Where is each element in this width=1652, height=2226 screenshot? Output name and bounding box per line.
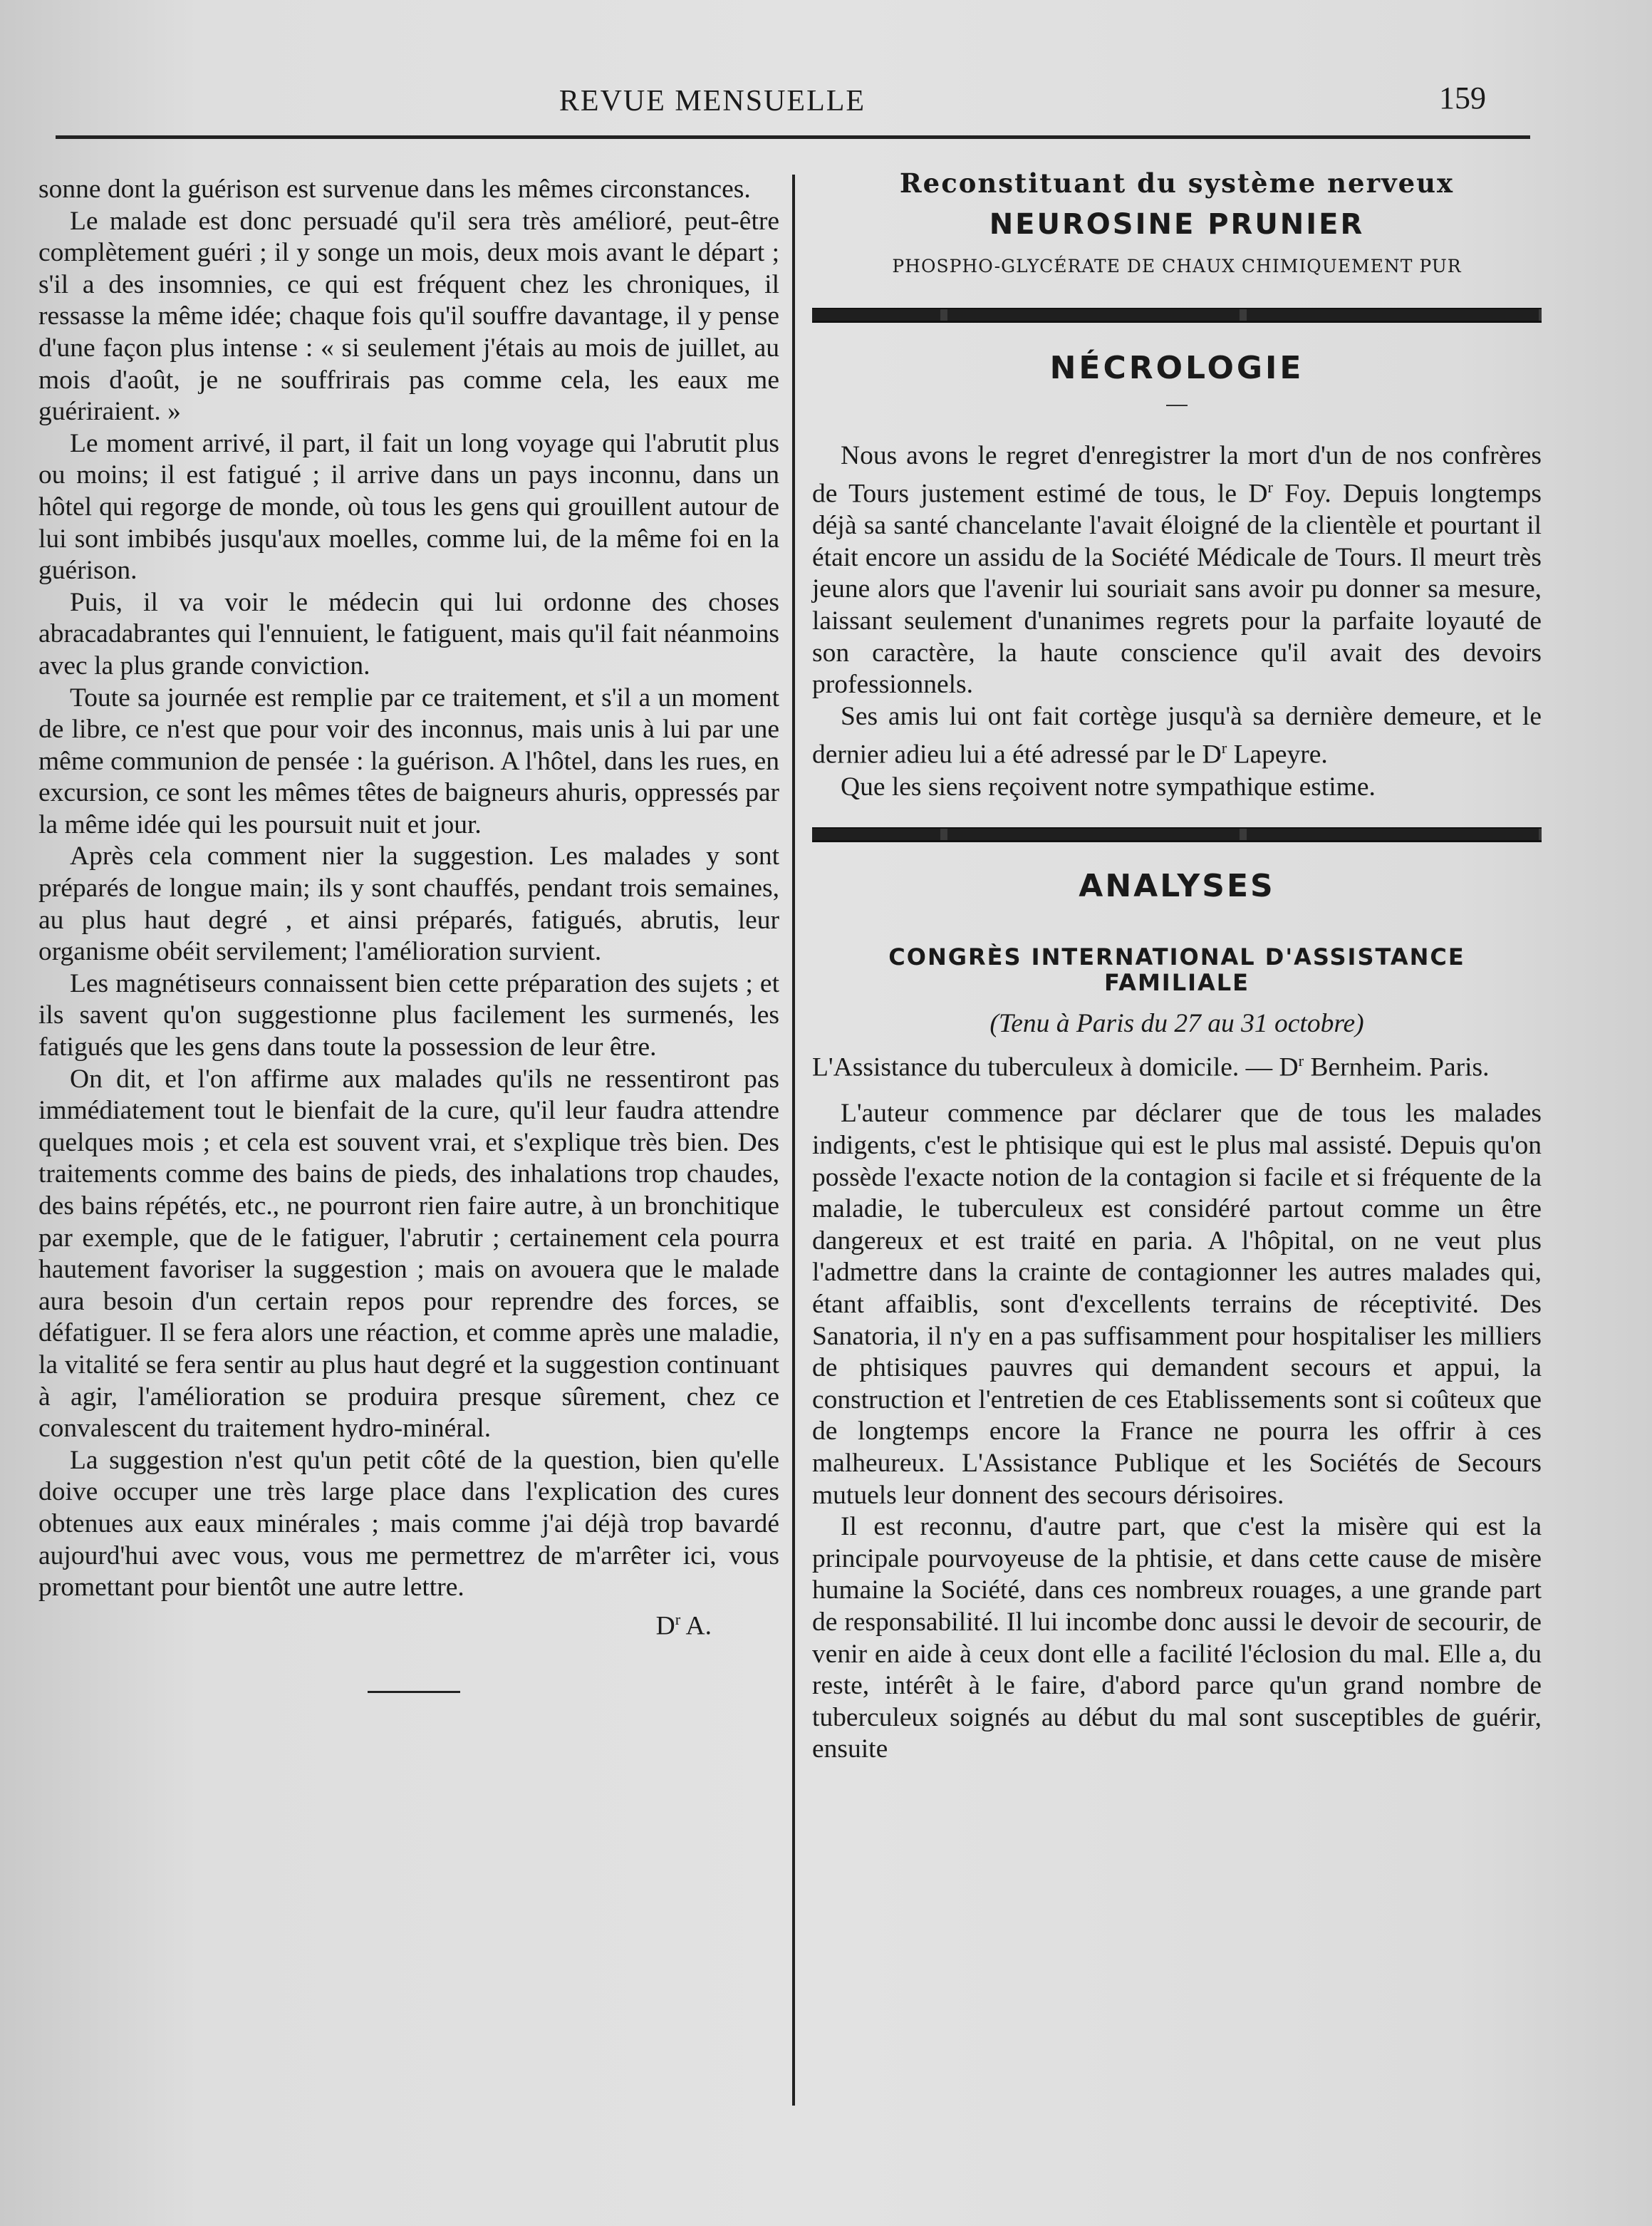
- left-paragraph: sonne dont la guérison est survenue dans les mêmes circonstances.: [38, 175, 751, 204]
- necrologie-heading: NÉCROLOGIE: [1049, 350, 1304, 386]
- left-paragraph: Le malade est donc persuadé qu'il sera très amélioré, peut-être complètement guéri ; il y songe un mois, deux mois avant le départ ; s'il a des insomnies, ce qui est fréquent chez les chroniques, il ressasse la même idée; chaque fois qu'il souffre davantage, il y pense d'une façon plus intense : « si seulement j'étais au mois de juillet, au mois d'août, je ne souffrirais pas comme cela, les eaux me guériraient. »: [38, 206, 779, 427]
- necrologie-paragraph: Que les siens reçoivent notre sympathique estime.: [841, 772, 1376, 802]
- analyses-heading: ANALYSES: [1079, 868, 1275, 905]
- congress-title: CONGRÈS INTERNATIONAL D'ASSISTANCE FAMILIALE: [888, 943, 1465, 996]
- header-rule: [56, 135, 1530, 139]
- advert-product: NEUROSINE PRUNIER: [989, 208, 1365, 241]
- end-rule: [368, 1691, 460, 1693]
- column-divider: [792, 175, 795, 2106]
- analyses-paragraph: L'auteur commence par déclarer que de tous les malades indigents, c'est le phtisique qui est le plus mal assisté. Depuis qu'on possède l'exacte notion de la contagion si facile et si fréquente de la maladie, le tuberculeux est considéré partout comme un être dangereux et est traité en paria. A l'hôpital, on ne veut plus l'admettre dans la crainte de contagionner les autres malades qui, étant affaiblis, sont d'excellents terrains de réceptivité. Des Sanatoria, il n'y en a pas suffisamment pour hospitaliser les milliers de phtisiques pauvres qui demandent secours et appui, la construction et l'entretien de ces Etablissements sont si coûteux que de longtemps encore la France ne pourra les offrir à ces malheureux. L'Assistance Publique et les Sociétés de Secours mutuels leur donnent des secours dérisoires.: [812, 1099, 1542, 1510]
- advert-tagline: Reconstituant du système nerveux: [899, 167, 1455, 199]
- left-paragraph: Les magnétiseurs connaissent bien cette préparation des sujets ; et ils savent qu'on suggestionne plus facilement les surmenés, les fatigués que les gens dans toute la possession de leur être.: [38, 968, 779, 1062]
- heading-dash: [1166, 405, 1188, 406]
- left-paragraph: La suggestion n'est qu'un petit côté de la question, bien qu'elle doive occuper une très large place dans l'explication des cures obtenues aux eaux minérales ; mais comme j'ai déjà trop bavardé aujourd'hui avec vous, vous me permettrez de m'arrêter ici, vous promettant pour bientôt une autre lettre.: [38, 1445, 779, 1603]
- left-paragraph: Après cela comment nier la suggestion. Les malades y sont préparés de longue main; ils y sont chauffés, pendant trois semaines, au plus haut degré , et ainsi préparés, fatigués, abrutis, leur organisme obéit servilement; l'amélioration survient.: [38, 842, 779, 967]
- section-rule: [812, 308, 1542, 323]
- necrologie-paragraph: Nous avons le regret d'enregistrer la mort d'un de nos confrères de Tours justement estimé de tous, le $D^r$ Foy. Depuis longtemps déjà sa santé chancelante l'avait éloigné de la clientèle et pourtant il était encore un assidu de la Société Médicale de Tours. Il meurt très jeune alors que l'avenir lui souriait sans avoir pu donner sa mesure, laissant seulement d'unanimes regrets pour la parfaite loyauté de son caractère, la haute conscience qu'il avait des devoirs professionnels.: [812, 440, 1542, 700]
- page-number: 159: [1439, 81, 1486, 115]
- left-paragraph: On dit, et l'on affirme aux malades qu'ils ne ressentiront pas immédiatement tout le bienfait de la cure, qu'il leur faudra attendre quelques mois ; et cela est souvent vrai, et s'explique très bien. Des traitements comme des bains de pieds, des inhalations trop chaudes, des bains répétés, etc., ne pourront rien faire autre, à un bronchitique par exemple, que de le fatiguer, l'abrutir ; certainement cela pourra hautement favoriser la suggestion ; mais on avouera que le malade aura besoin d'un certain repos pour reprendre des forces, se défatiguer. Il se fera alors une réaction, et comme après une maladie, la vitalité se fera sentir au plus haut degré et la suggestion continuant à agir, l'amélioration se produira presque sûrement, chez ce convalescent du traitement hydro-minéral.: [38, 1064, 779, 1444]
- congress-dates: (Tenu à Paris du 27 au 31 octobre): [989, 1008, 1364, 1038]
- left-paragraph: Puis, il va voir le médecin qui lui ordonne des choses abracadabrantes qui l'ennuient, le fatiguent, mais qu'il fait néanmoins avec la plus grande conviction.: [38, 587, 779, 680]
- running-header-title: REVUE MENSUELLE: [559, 85, 866, 118]
- section-rule: [812, 827, 1542, 842]
- necrologie-paragraph: Ses amis lui ont fait cortège jusqu'à sa dernière demeure, et le dernier adieu lui a été adressé par le $D^r$ Lapeyre.: [812, 701, 1542, 770]
- analyses-paragraph: Il est reconnu, d'autre part, que c'est la misère qui est la principale pourvoyeuse de la phtisie, et dans cette cause de misère humaine la Société, dans ces nombreux rouages, a une grande part de responsabilité. Il lui incombe donc aussi le devoir de secourir, de venir en aide à ceux dont elle a facilité l'éclosion du mal. Elle a, du reste, intérêt à le faire, d'abord parce qu'un grand nombre de tuberculeux soignés au début du mal sont susceptibles de guérir, ensuite: [812, 1512, 1542, 1764]
- advert-description: PHOSPHO-GLYCÉRATE DE CHAUX CHIMIQUEMENT PUR: [892, 256, 1462, 276]
- right-column: [812, 165, 1542, 1766]
- left-paragraph: Toute sa journée est remplie par ce traitement, et s'il a un moment de libre, ce n'est que pour voir des inconnus, mais unis à lui par une même communion de pensée : la guérison. A l'hôtel, dans les rues, en excursion, ce sont les mêmes têtes de baigneurs ahuris, oppressés par la même idée qui les poursuit nuit et jour.: [38, 683, 779, 839]
- author-signature: $D^r$ A.: [655, 1610, 712, 1641]
- left-paragraph: Le moment arrivé, il part, il fait un long voyage qui l'abrutit plus ou moins; il est fatigué ; il arrive dans un pays inconnu, dans un hôtel qui regorge de monde, où tous les gens qui grouillent autour de lui sont imbibés jusqu'aux moelles, comme lui, de la même foi en la guérison.: [38, 428, 779, 586]
- article-title: L'Assistance du tuberculeux à domicile. — $D^r$ Bernheim. Paris.: [812, 1052, 1490, 1082]
- left-column: [38, 174, 779, 1693]
